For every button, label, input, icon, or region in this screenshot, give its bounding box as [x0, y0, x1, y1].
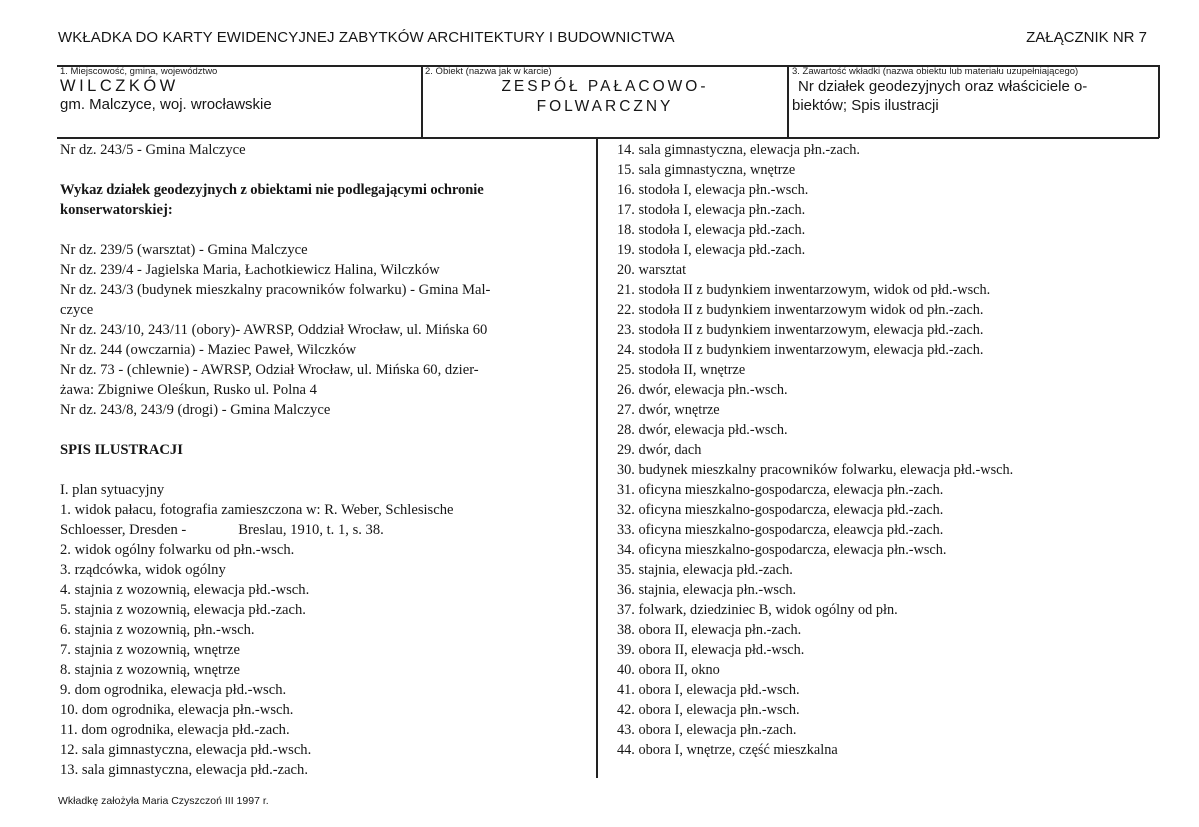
illustration-item: 23. stodoła II z budynkiem inwentarzowym, elewacja płd.-zach.	[617, 322, 984, 338]
parcel-line: Nr dz. 243/8, 243/9 (drogi) - Gmina Malczyce	[60, 402, 331, 418]
parcel-line: żawa: Zbigniwe Oleśkun, Rusko ul. Polna 4	[60, 382, 317, 398]
illustration-item: 20. warsztat	[617, 262, 687, 278]
illustration-item: 5. stajnia z wozownią, elewacja płd.-zach.	[60, 602, 306, 618]
header-bottom-rule	[57, 137, 1159, 139]
object-name-line1: ZESPÓŁ PAŁACOWO-	[501, 78, 709, 95]
illustration-item: 18. stodoła I, elewacja płd.-zach.	[617, 222, 806, 238]
field-location	[60, 66, 418, 114]
parcel-line: Nr dz. 239/5 (warsztat) - Gmina Malczyce	[60, 242, 308, 258]
illustration-item: 15. sala gimnastyczna, wnętrze	[617, 162, 796, 178]
annex-label: ZAŁĄCZNIK NR 7	[1026, 29, 1147, 46]
illustration-item: 16. stodoła I, elewacja płn.-wsch.	[617, 182, 809, 198]
parcel-line: Nr dz. 239/4 - Jagielska Maria, Łachotkiewicz Halina, Wilczków	[60, 262, 440, 278]
illustration-item: 11. dom ogrodnika, elewacja płd.-zach.	[60, 722, 290, 738]
illustration-item: 37. folwark, dziedziniec B, widok ogólny od płn.	[617, 602, 898, 618]
illustration-item: 4. stajnia z wozownią, elewacja płd.-wsch.	[60, 582, 310, 598]
illustration-item: 33. oficyna mieszkalno-gospodarcza, eleawcja płd.-zach.	[617, 522, 944, 538]
left-column	[60, 140, 590, 780]
parcels-heading-line1: Wykaz działek geodezyjnych z obiektami nie podlegającymi ochronie	[60, 182, 484, 198]
illustrations-heading: SPIS ILUSTRACJI	[60, 442, 183, 458]
illustration-plan: I. plan sytuacyjny	[60, 482, 165, 498]
field-location-caption: 1. Miejscowość, gmina, województwo	[60, 66, 218, 77]
first-parcel-line: Nr dz. 243/5 - Gmina Malczyce	[60, 142, 246, 158]
commune-voivodeship: gm. Malczyce, woj. wrocławskie	[60, 96, 272, 113]
illustration-item: 14. sala gimnastyczna, elewacja płn.-zach.	[617, 142, 860, 158]
illustration-item: 30. budynek mieszkalny pracowników folwarku, elewacja płd.-wsch.	[617, 462, 1014, 478]
illustration-item: 43. obora I, elewacja płn.-zach.	[617, 722, 797, 738]
contents-line1: Nr działek geodezyjnych oraz właściciele o-	[798, 78, 1088, 95]
illustration-item: 27. dwór, wnętrze	[617, 402, 720, 418]
illustration-item: 6. stajnia z wozownią, płn.-wsch.	[60, 622, 255, 638]
column-divider	[596, 138, 598, 778]
illustration-item: 22. stodoła II z budynkiem inwentarzowym widok od płn.-zach.	[617, 302, 984, 318]
illustration-item: 28. dwór, elewacja płd.-wsch.	[617, 422, 788, 438]
illustration-item: 25. stodoła II, wnętrze	[617, 362, 746, 378]
illustration-item: 29. dwór, dach	[617, 442, 702, 458]
parcel-line: czyce	[60, 302, 94, 318]
illustration-item: 26. dwór, elewacja płn.-wsch.	[617, 382, 788, 398]
illustration-item: 7. stajnia z wozownią, wnętrze	[60, 642, 240, 658]
illustration-item: 40. obora II, okno	[617, 662, 720, 678]
illustration-item: 35. stajnia, elewacja płd.-zach.	[617, 562, 793, 578]
illustration-item: 38. obora II, elewacja płn.-zach.	[617, 622, 802, 638]
author-note: Wkładkę założyła Maria Czyszczoń III 1997 r.	[58, 795, 269, 807]
illustration-item: 36. stajnia, elewacja płn.-wsch.	[617, 582, 797, 598]
form-title: WKŁADKA DO KARTY EWIDENCYJNEJ ZABYTKÓW ARCHITEKTURY I BUDOWNICTWA	[58, 29, 675, 46]
illustration-item: 21. stodoła II z budynkiem inwentarzowym, widok od płd.-wsch.	[617, 282, 991, 298]
parcel-line: Nr dz. 73 - (chlewnie) - AWRSP, Odział Wrocław, ul. Mińska 60, dzier-	[60, 362, 479, 378]
illustration-item: 24. stodoła II z budynkiem inwentarzowym, elewacja płd.-zach.	[617, 342, 984, 358]
illustration-item: 42. obora I, elewacja płn.-wsch.	[617, 702, 800, 718]
illustration-item: 32. oficyna mieszkalno-gospodarcza, elewacja płd.-zach.	[617, 502, 944, 518]
illustration-item: 44. obora I, wnętrze, część mieszkalna	[617, 742, 838, 758]
field-divider-1	[421, 65, 423, 138]
parcel-line: Nr dz. 244 (owczarnia) - Maziec Paweł, Wilczków	[60, 342, 357, 358]
illustration-item: 2. widok ogólny folwarku od płn.-wsch.	[60, 542, 295, 558]
locality-name: WILCZKÓW	[60, 77, 179, 95]
illustration-item: 34. oficyna mieszkalno-gospodarcza, elewacja płn.-wsch.	[617, 542, 947, 558]
illustration-item: 9. dom ogrodnika, elewacja płd.-wsch.	[60, 682, 287, 698]
field-object-caption: 2. Obiekt (nazwa jak w karcie)	[425, 66, 552, 77]
field-contents-caption: 3. Zawartość wkładki (nazwa obiektu lub materiału uzupełniającego)	[792, 66, 1079, 77]
field-divider-2	[787, 65, 789, 138]
parcel-line: Nr dz. 243/3 (budynek mieszkalny pracowników folwarku) - Gmina Mal-	[60, 282, 491, 298]
parcel-line: Nr dz. 243/10, 243/11 (obory)- AWRSP, Oddział Wrocław, ul. Mińska 60	[60, 322, 488, 338]
illustration-item: 8. stajnia z wozownią, wnętrze	[60, 662, 240, 678]
field-object	[425, 66, 785, 117]
illustration-item: 31. oficyna mieszkalno-gospodarcza, elewacja płn.-zach.	[617, 482, 944, 498]
contents-line2: biektów; Spis ilustracji	[792, 97, 939, 114]
object-name-line2: FOLWARCZNY	[536, 98, 674, 115]
illustration-item: 41. obora I, elewacja płd.-wsch.	[617, 682, 800, 698]
illustration-item: 39. obora II, elewacja płd.-wsch.	[617, 642, 805, 658]
illustration-item: 13. sala gimnastyczna, elewacja płd.-zach.	[60, 762, 308, 778]
illustration-item: 17. stodoła I, elewacja płn.-zach.	[617, 202, 806, 218]
field-contents	[792, 66, 1156, 115]
illustration-1-part2: Breslau, 1910, t. 1, s. 38.	[238, 522, 384, 538]
illustration-1-part1: Schloesser, Dresden -	[60, 522, 187, 538]
illustration-item: 12. sala gimnastyczna, elewacja płd.-wsch.	[60, 742, 312, 758]
illustration-item: 3. rządcówka, widok ogólny	[60, 562, 226, 578]
right-border	[1158, 65, 1160, 138]
illustration-item: 19. stodoła I, elewacja płd.-zach.	[617, 242, 806, 258]
right-column	[617, 140, 1152, 760]
illustration-item: 1. widok pałacu, fotografia zamieszczona w: R. Weber, Schlesische	[60, 502, 454, 518]
parcels-heading-line2: konserwatorskiej:	[60, 202, 173, 218]
illustration-item: 10. dom ogrodnika, elewacja płn.-wsch.	[60, 702, 294, 718]
illustration-item	[60, 520, 590, 540]
